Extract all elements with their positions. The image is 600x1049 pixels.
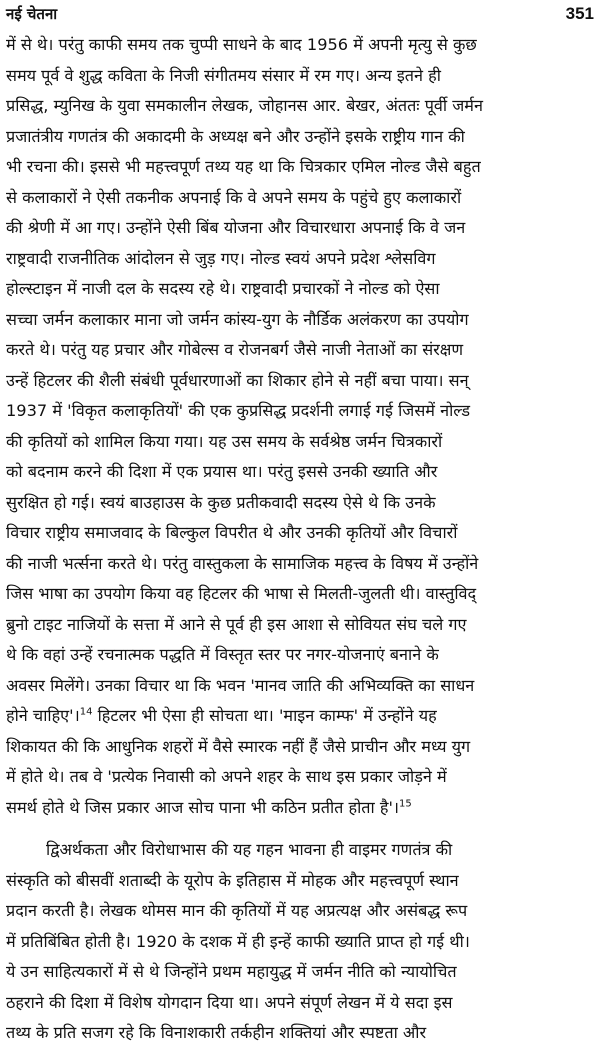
text-line: प्रसिद्ध, म्युनिख के युवा समकालीन लेखक, जोहानस आर. बेखर, अंततः पूर्वी जर्मन [6, 96, 483, 115]
text-line: होल्स्टाइन में नाजी दल के सदस्य रहे थे। राष्ट्रवादी प्रचारकों ने नोल्ड को ऐसा [6, 279, 440, 298]
text-line: राष्ट्रवादी राजनीतिक आंदोलन से जुड़ गए। नोल्ड स्वयं अपने प्रदेश श्लेसविग [6, 248, 436, 268]
text-line: भी रचना की। इससे भी महत्त्वपूर्ण तथ्य यह था कि चित्रकार एमिल नोल्ड जैसे बहुत [6, 157, 481, 176]
footnote-marker-15: 15 [399, 798, 412, 810]
text-line: की नाजी भर्त्सना करते थे। परंतु वास्तुकला के सामाजिक महत्त्व के विषय में उन्होंने [6, 553, 479, 573]
text-line: ठहराने की दिशा में विशेष योगदान दिया था। अपने संपूर्ण लेखन में ये सदा इस [6, 992, 453, 1012]
page-header [6, 2, 594, 24]
text-line: 1937 में 'विकृत कलाकृतियों' की एक कुप्रसिद्ध प्रदर्शनी लगाई गई जिसमें नोल्ड [6, 401, 471, 420]
text-line: संस्कृति को बीसवीं शताब्दी के यूरोप के इतिहास में मोहक और महत्त्वपूर्ण स्थान [6, 870, 459, 890]
text-segment: समर्थ होते थे जिस प्रकार आज सोच पाना भी कठिन प्रतीत होता है'। [6, 797, 400, 817]
text-line: से कलाकारों ने ऐसी तकनीक अपनाई कि वे अपने समय के पहुंचे हुए कलाकारों [6, 187, 462, 207]
text-line: प्रदान करती है। लेखक थोमस मान की कृतियों में यह अप्रत्यक्ष और असंबद्ध रूप [6, 901, 468, 920]
text-line: में से थे। परंतु काफी समय तक चुप्पी साधने के बाद 1956 में अपनी मृत्यु से कुछ [6, 35, 477, 54]
text-line: ब्रुनो टाइट नाजियों के सत्ता में आने से पूर्व ही इस आशा से सोवियत संघ चले गए [6, 614, 467, 634]
paragraph-2 [6, 835, 594, 1049]
text-line: में प्रतिबिंबित होती है। 1920 के दशक में ही इन्हें काफी ख्याति प्राप्त हो गई थी। [6, 931, 470, 951]
text-line: को बदनाम करने की दिशा में एक प्रयास था। परंतु इससे उनकी ख्याति और [6, 462, 438, 481]
text-line: सच्चा जर्मन कलाकार माना जो जर्मन कांस्य-युग के नौर्डिक अलंकरण का उपयोग [6, 309, 469, 329]
text-segment: हिटलर भी ऐसा ही सोचता था। 'माइन काम्फ' में उन्होंने यह [92, 706, 437, 725]
text-line: की श्रेणी में आ गए। उन्होंने ऐसी बिंब योजना और विचारधारा अपनाई कि वे जन [6, 218, 466, 237]
text-line: में होते थे। तब वे 'प्रत्येक निवासी को अपने शहर के साथ इस प्रकार जोड़ने में [6, 767, 447, 786]
text-line: तथ्य के प्रति सजग रहे कि विनाशकारी तर्कहीन शक्तियां और स्पष्टता और [6, 1023, 427, 1042]
text-line: विचार राष्ट्रीय समाजवाद के बिल्कुल विपरीत थे और उनकी कृतियों और विचारों [6, 523, 458, 542]
text-line: द्विअर्थकता और विरोधाभास की यह गहन भावना ही वाइमर गणतंत्र की [46, 840, 453, 859]
text-line [6, 701, 594, 732]
page-number: 351 [565, 4, 594, 23]
text-line: अवसर मिलेंगे। उनका विचार था कि भवन 'मानव जाति की अभिव्यक्ति का साधन [6, 675, 475, 695]
footnote-marker-14: 14 [79, 706, 93, 718]
text-line: शिकायत की कि आधुनिक शहरों में वैसे स्मारक नहीं हैं जैसे प्राचीन और मध्य युग [6, 736, 471, 756]
text-line: उन्हें हिटलर की शैली संबंधी पूर्वधारणाओं का शिकार होने से नहीं बचा पाया। सन् [6, 370, 469, 390]
text-line [6, 793, 594, 824]
text-line: थे कि वहां उन्हें रचनात्मक पद्धति में विस्तृत स्तर पर नगर-योजनाएं बनाने के [6, 645, 439, 664]
text-line: सुरक्षित हो गई। स्वयं बाउहाउस के कुछ प्रतीकवादी सदस्य ऐसे थे कि उनके [6, 492, 436, 512]
running-title: नई चेतना [6, 5, 58, 23]
text-line: की कृतियों को शामिल किया गया। यह उस समय के सर्वश्रेष्ठ जर्मन चित्रकारों [6, 431, 443, 451]
text-line: करते थे। परंतु यह प्रचार और गोबेल्स व रोजनबर्ग जैसे नाजी नेताओं का संरक्षण [6, 340, 464, 359]
text-line: जिस भाषा का उपयोग किया वह हिटलर की भाषा से मिलती-जुलती थी। वास्तुविद् [6, 584, 477, 603]
paragraph-1 [6, 30, 594, 823]
text-line: ये उन साहित्यकारों में से थे जिन्होंने प्रथम महायुद्ध में जर्मन नीति को न्यायोचित [6, 962, 457, 981]
text-line: प्रजातंत्रीय गणतंत्र की अकादमी के अध्यक्ष बने और उन्होंने इसके राष्ट्रीय गान की [6, 126, 465, 146]
text-segment: होने चाहिए'। [6, 706, 80, 725]
text-line: समय पूर्व वे शुद्ध कविता के निजी संगीतमय संसार में रम गए। अन्य इतने ही [6, 65, 441, 85]
